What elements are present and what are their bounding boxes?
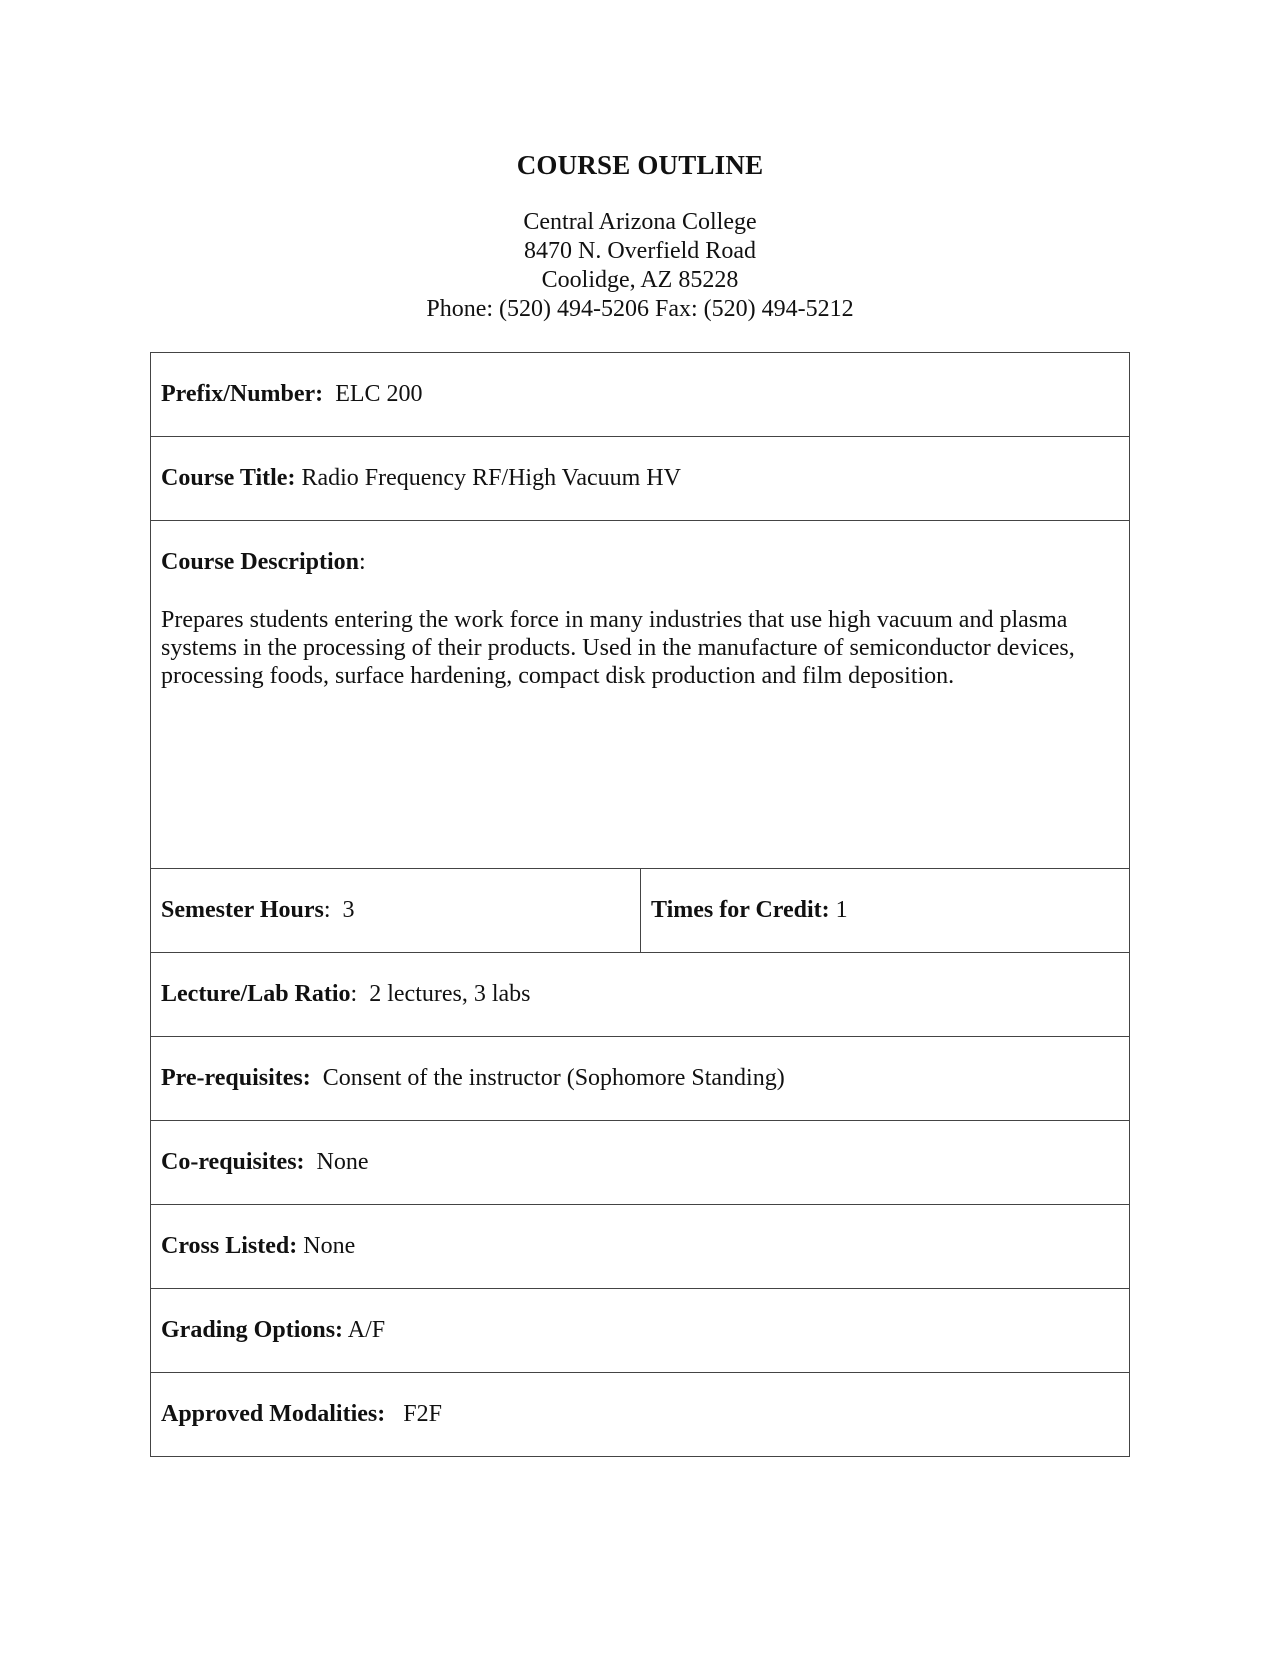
row-course-description <box>151 521 1130 869</box>
semester-hours-label: Semester Hours <box>161 897 324 923</box>
row-hours-credit <box>151 869 1130 953</box>
course-description-cell <box>151 521 1130 869</box>
cross-listed-value: None <box>303 1233 356 1259</box>
street-address: 8470 N. Overfield Road <box>524 238 756 264</box>
co-requisites-label: Co-requisites: <box>161 1149 305 1175</box>
course-description-colon: : <box>358 549 366 575</box>
lecture-lab-ratio-colon: : <box>350 981 358 1007</box>
prefix-number-value: ELC 200 <box>335 381 423 407</box>
semester-hours-cell <box>151 869 641 953</box>
course-description-label: Course Description <box>161 549 359 575</box>
lecture-lab-ratio-label: Lecture/Lab Ratio <box>161 981 351 1007</box>
course-outline-table <box>150 352 1130 1457</box>
approved-modalities-label: Approved Modalities: <box>161 1401 386 1427</box>
pre-requisites-cell <box>151 1037 1130 1121</box>
page-title: COURSE OUTLINE <box>516 150 764 180</box>
approved-modalities-cell <box>151 1373 1130 1457</box>
course-title-label: Course Title: <box>161 465 296 491</box>
row-course-title <box>151 437 1130 521</box>
prefix-number-cell <box>151 353 1130 437</box>
grading-options-cell <box>151 1289 1130 1373</box>
row-grading-options <box>151 1289 1130 1373</box>
co-requisites-cell <box>151 1121 1130 1205</box>
cross-listed-label: Cross Listed: <box>161 1233 298 1259</box>
co-requisites-value: None <box>316 1149 369 1175</box>
college-address <box>0 208 1280 324</box>
course-title-value: Radio Frequency RF/High Vacuum HV <box>301 465 681 491</box>
cross-listed-cell <box>151 1205 1130 1289</box>
city-state-zip: Coolidge, AZ 85228 <box>541 267 739 293</box>
times-for-credit-cell <box>641 869 1130 953</box>
pre-requisites-value: Consent of the instructor (Sophomore Standing) <box>322 1065 785 1091</box>
pre-requisites-label: Pre-requisites: <box>161 1065 311 1091</box>
grading-options-label: Grading Options: <box>161 1317 344 1343</box>
course-description-text: Prepares students entering the work force in many industries that use high vacuum and plasma systems in the processing of their products. Used in the manufacture of semiconductor devices, processing foods, surface hardening, compact disk production and film deposition. <box>161 607 1075 689</box>
row-cross-listed <box>151 1205 1130 1289</box>
row-co-requisites <box>151 1121 1130 1205</box>
grading-options-value: A/F <box>347 1317 386 1343</box>
lecture-lab-ratio-value: 2 lectures, 3 labs <box>369 981 531 1007</box>
times-for-credit-value: 1 <box>835 897 848 923</box>
approved-modalities-value: F2F <box>403 1401 442 1427</box>
row-approved-modalities <box>151 1373 1130 1457</box>
semester-hours-colon: : <box>323 897 331 923</box>
row-prefix-number <box>151 353 1130 437</box>
course-title-cell <box>151 437 1130 521</box>
semester-hours-value: 3 <box>342 897 355 923</box>
times-for-credit-label: Times for Credit: <box>651 897 830 923</box>
row-pre-requisites <box>151 1037 1130 1121</box>
lecture-lab-ratio-cell <box>151 953 1130 1037</box>
phone-fax: Phone: (520) 494-5206 Fax: (520) 494-5212 <box>426 296 854 322</box>
row-lecture-lab-ratio <box>151 953 1130 1037</box>
prefix-number-label: Prefix/Number: <box>161 381 324 407</box>
college-name: Central Arizona College <box>523 209 757 235</box>
